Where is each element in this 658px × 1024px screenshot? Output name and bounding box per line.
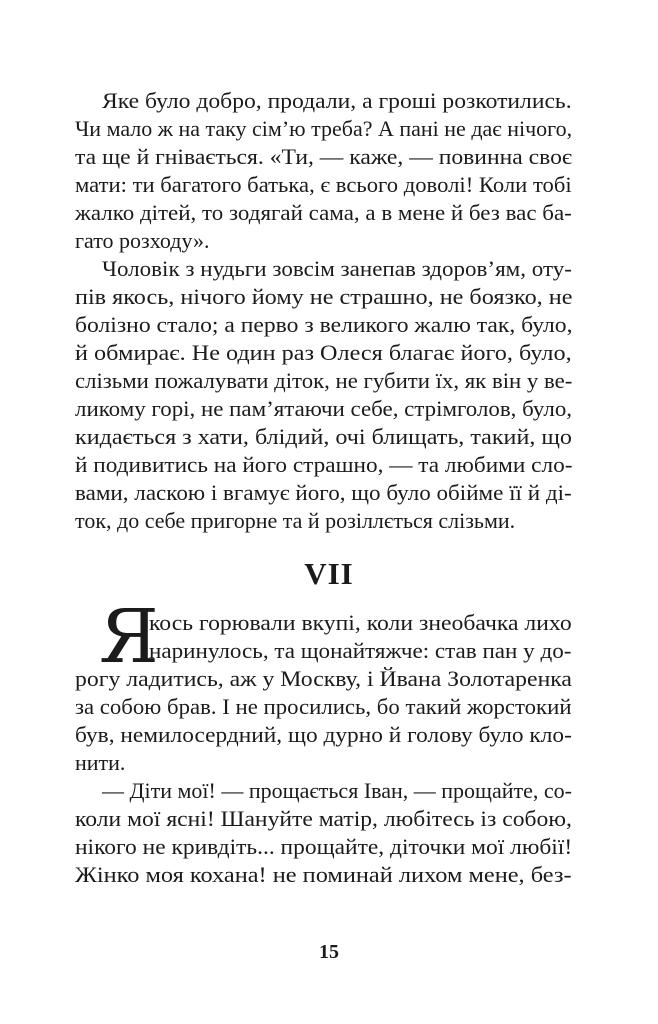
- text-line: був, немилосердний, що дурно й голову було кло-: [75, 722, 572, 747]
- text-line: та ще й гнівається. «Ти, — каже, — повинна своє: [75, 144, 573, 169]
- text-line: Чи мало ж на таку сім’ю треба? А пані не дає нічого,: [75, 116, 573, 141]
- text-line: за собою брав. І не просились, бо такий жорстокий: [75, 694, 572, 719]
- text-line: рогу ладитись, аж у Москву, і Йвана Золотаренка: [75, 666, 572, 691]
- text-line: ток, до себе пригорне та й розіллється слізьми.: [75, 508, 516, 533]
- text-line: слізьми пожалувати діток, не губити їх, як він у ве-: [75, 368, 573, 393]
- text-line: вами, ласкою і вгамує його, що було обійме її й ді-: [75, 480, 572, 505]
- text-line: нікого не кривдіть... прощайте, діточки мої любії!: [75, 834, 573, 859]
- text-line: ликому горі, не пам’ятаючи себе, стрімголов, було,: [75, 396, 573, 421]
- text-line: наринулось, та щонайтяжче: став пан у до-: [149, 638, 572, 663]
- text-line: жалко дітей, то зодягай сама, а в мене й без вас ба-: [75, 200, 572, 225]
- text-line: гато розходу».: [75, 228, 210, 253]
- text-line: коли мої ясні! Шануйте матір, любітесь із собою,: [75, 806, 572, 831]
- text-line: Яке було добро, продали, а гроші розкотились.: [102, 88, 572, 113]
- drop-cap: Я: [99, 594, 159, 680]
- text-line: й обмирає. Не один раз Олеся благає його, було,: [75, 340, 572, 365]
- text-line: — Діти мої! — прощається Іван, — прощайте, со-: [102, 778, 573, 803]
- text-line: Чоловік з нудьги зовсім занепав здоров’ям, оту-: [102, 256, 572, 281]
- text-line: нити.: [75, 750, 126, 775]
- chapter-heading: VII: [304, 556, 354, 591]
- text-line: болізно стало; а перво з великого жалю так, було,: [75, 312, 573, 337]
- text-line: пів якось, нічого йому не страшно, не боязко, не: [75, 284, 573, 309]
- text-line: й подивитись на його страшно, — та любими сло-: [75, 452, 573, 477]
- text-line: кось горювали вкупі, коли знеобачка лихо: [149, 610, 572, 635]
- text-line: мати: ти багатого батька, є всього доволі! Коли тобі: [75, 172, 572, 197]
- page-number: 15: [319, 941, 339, 963]
- text-line: кидається з хати, блідий, очі блищать, такий, що: [75, 424, 572, 449]
- text-line: Жінко моя кохана! не поминай лихом мене, без-: [75, 862, 572, 887]
